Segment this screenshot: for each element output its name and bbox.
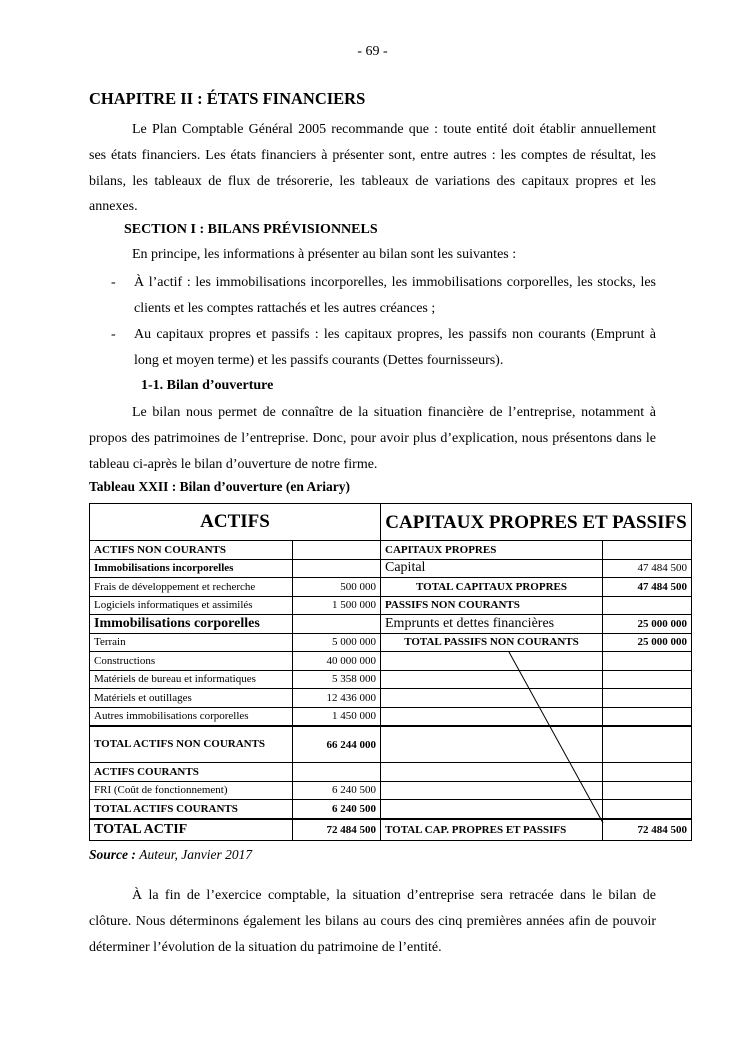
total-actif-value: 72 484 500 — [293, 819, 381, 841]
passif-value — [603, 652, 692, 671]
actif-label: TOTAL ACTIFS NON COURANTS — [90, 726, 293, 763]
section-intro: En principe, les informations à présenter au bilan sont les suivantes : — [132, 247, 517, 262]
closing-paragraph: À la fin de l’exercice comptable, la situation d’entreprise sera retracée dans le bilan de clôture. Nous déterminons également les bilans au cours des cinq premières années afin de pouvoir déterminer l’évolution de la situation du patrimoine de l’entité. — [89, 888, 656, 955]
passif-label — [381, 689, 603, 708]
actif-value: 5 358 000 — [293, 670, 381, 689]
page-number: - 69 - — [357, 44, 388, 59]
table-row — [90, 726, 692, 763]
bullet-item — [111, 322, 656, 374]
bullet-item — [111, 270, 656, 322]
actif-value: 66 244 000 — [293, 726, 381, 763]
passif-label: CAPITAUX PROPRES — [381, 541, 603, 560]
actif-label: Immobilisations incorporelles — [90, 559, 293, 578]
passif-label — [381, 781, 603, 800]
actif-value: 1 450 000 — [293, 707, 381, 726]
table-row-total — [90, 819, 692, 841]
table-caption: Tableau XXII : Bilan d’ouverture (en Ariary) — [89, 479, 351, 494]
actif-label: Matériels de bureau et informatiques — [90, 670, 293, 689]
passif-value: 47 484 500 — [603, 578, 692, 597]
chapter-title: CHAPITRE II : ÉTATS FINANCIERS — [89, 89, 366, 108]
table-source — [89, 847, 252, 863]
actif-label: ACTIFS NON COURANTS — [90, 541, 293, 560]
actif-value: 6 240 500 — [293, 800, 381, 819]
passif-label — [381, 652, 603, 671]
bullet-dash: - — [111, 275, 116, 290]
table-row — [90, 670, 692, 689]
passif-value — [603, 689, 692, 708]
actif-label: TOTAL ACTIFS COURANTS — [90, 800, 293, 819]
passif-value: 47 484 500 — [603, 559, 692, 578]
actif-label: Matériels et outillages — [90, 689, 293, 708]
actif-value: 500 000 — [293, 578, 381, 597]
passif-value — [603, 800, 692, 819]
passif-label — [381, 800, 603, 819]
table-header-row — [90, 504, 692, 541]
bullet-dash: - — [111, 327, 116, 342]
passif-label — [381, 726, 603, 763]
passif-label: PASSIFS NON COURANTS — [381, 596, 603, 615]
passif-value: 25 000 000 — [603, 633, 692, 652]
intro-paragraph: Le Plan Comptable Général 2005 recommande que : toute entité doit établir annuellement ses états financiers. Les états financiers à présenter sont, entre autres : les comptes de résultat, les bilans, les tableaux de flux de trésorerie, les tableaux de variations des capitaux propres et les annexes. — [89, 122, 656, 215]
actif-label: Frais de développement et recherche — [90, 578, 293, 597]
total-actif-label: TOTAL ACTIF — [90, 819, 293, 841]
actif-value: 12 436 000 — [293, 689, 381, 708]
actif-value — [293, 559, 381, 578]
table-row — [90, 800, 692, 819]
passif-value — [603, 707, 692, 726]
table-row — [90, 781, 692, 800]
actif-value: 1 500 000 — [293, 596, 381, 615]
table-row — [90, 615, 692, 634]
actif-value: 5 000 000 — [293, 633, 381, 652]
passif-label: TOTAL PASSIFS NON COURANTS — [381, 633, 603, 652]
passif-value — [603, 763, 692, 782]
actif-label: Terrain — [90, 633, 293, 652]
subsection-title: 1-1. Bilan d’ouverture — [141, 378, 274, 393]
actif-label: Logiciels informatiques et assimilés — [90, 596, 293, 615]
total-passif-value: 72 484 500 — [603, 819, 692, 841]
passif-value: 25 000 000 — [603, 615, 692, 634]
table-row — [90, 578, 692, 597]
actif-value: 6 240 500 — [293, 781, 381, 800]
passif-value — [603, 596, 692, 615]
total-passif-label: TOTAL CAP. PROPRES ET PASSIFS — [381, 819, 603, 841]
passif-value — [603, 541, 692, 560]
table-row — [90, 707, 692, 726]
header-actifs: ACTIFS — [90, 504, 381, 541]
actif-value — [293, 615, 381, 634]
passif-label: Emprunts et dettes financières — [381, 615, 603, 634]
header-capitaux-passifs: CAPITAUX PROPRES ET PASSIFS — [381, 504, 692, 541]
passif-label — [381, 670, 603, 689]
passif-label: Capital — [381, 559, 603, 578]
source-label: Source : — [89, 847, 136, 862]
table-row — [90, 763, 692, 782]
passif-value — [603, 670, 692, 689]
actif-label: Constructions — [90, 652, 293, 671]
balance-sheet-table — [89, 503, 691, 846]
actif-value — [293, 763, 381, 782]
table-row — [90, 559, 692, 578]
actif-label: Immobilisations corporelles — [90, 615, 293, 634]
bullet-text: À l’actif : les immobilisations incorporelles, les immobilisations corporelles, les stocks, les clients et les comptes rattachés et les autres créances ; — [134, 275, 656, 316]
subsection-paragraph: Le bilan nous permet de connaître de la situation financière de l’entreprise, notamment à propos des patrimoines de l’entreprise. Donc, pour avoir plus d’explication, nous présentons dans le tableau ci-après le bilan d’ouverture de notre firme. — [89, 405, 656, 472]
passif-label — [381, 707, 603, 726]
actif-value: 40 000 000 — [293, 652, 381, 671]
actif-value — [293, 541, 381, 560]
passif-label — [381, 763, 603, 782]
passif-value — [603, 781, 692, 800]
table-row — [90, 596, 692, 615]
source-text: Auteur, Janvier 2017 — [139, 847, 253, 862]
bullet-text: Au capitaux propres et passifs : les capitaux propres, les passifs non courants (Emprunt à long et moyen terme) et les passifs courants (Dettes fournisseurs). — [134, 327, 656, 368]
passif-value — [603, 726, 692, 763]
table-row — [90, 633, 692, 652]
table-row — [90, 689, 692, 708]
table-row — [90, 541, 692, 560]
section-title: SECTION I : BILANS PRÉVISIONNELS — [124, 222, 378, 237]
actif-label: ACTIFS COURANTS — [90, 763, 293, 782]
actif-label: Autres immobilisations corporelles — [90, 707, 293, 726]
passif-label: TOTAL CAPITAUX PROPRES — [381, 578, 603, 597]
table-row — [90, 652, 692, 671]
actif-label: FRI (Coût de fonctionnement) — [90, 781, 293, 800]
